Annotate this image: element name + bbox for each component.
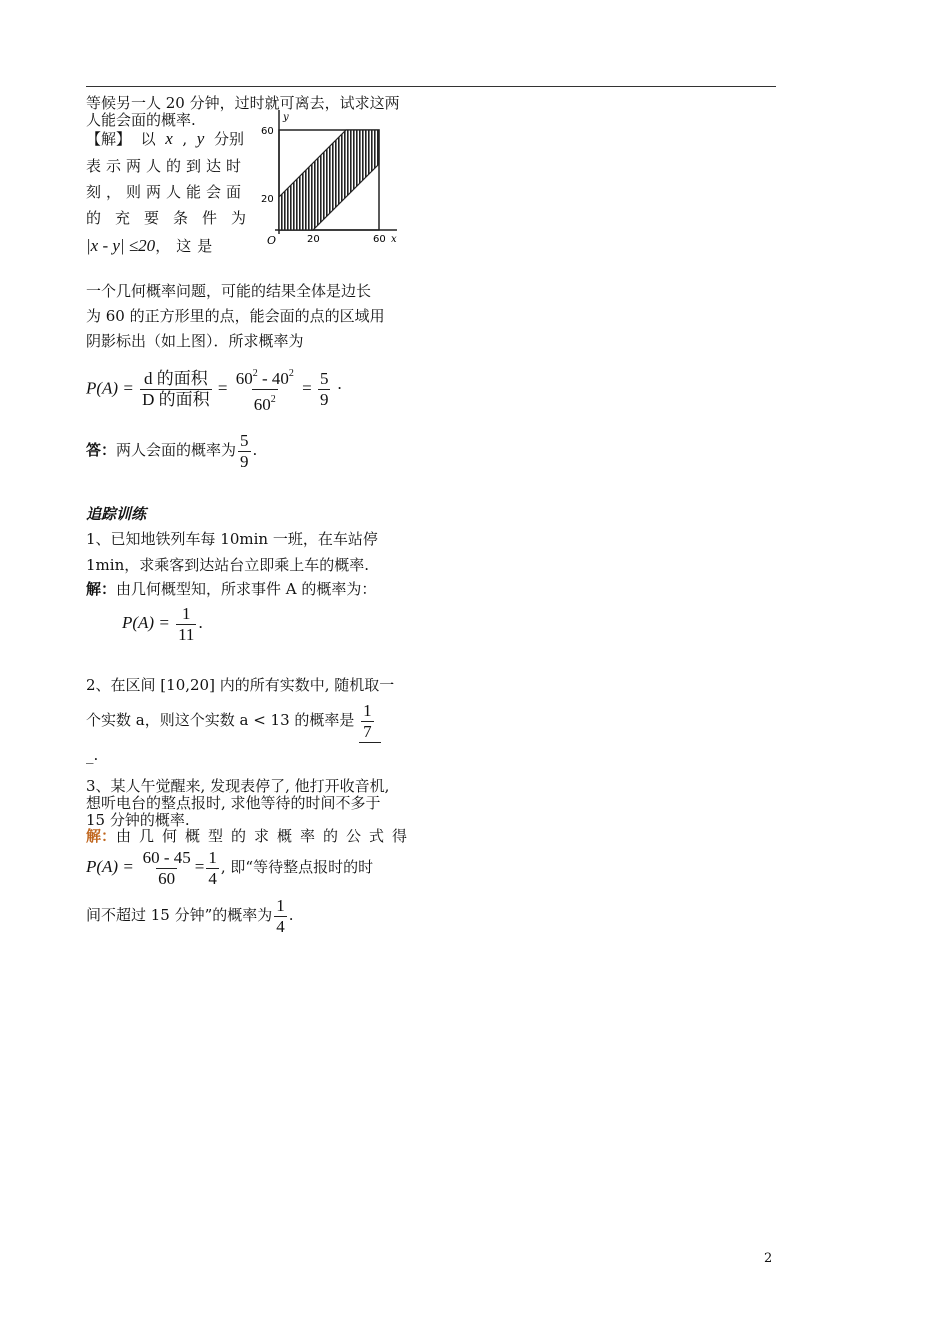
- fraction-squares: $\frac{60^2 - 40^2}{60^2}$: [235, 368, 294, 414]
- condition-formula: |x - y| ≤20: [86, 236, 156, 255]
- solution-line-8: 阴影标出（如上图）．所求概率为: [86, 332, 304, 350]
- solution-label: 【解】: [86, 130, 132, 148]
- practice-title: 追踪训练: [86, 505, 147, 523]
- origin-label: O: [267, 234, 277, 246]
- q2-answer-blank: $\frac{1}{7}$: [359, 698, 381, 743]
- x-axis-label: x: [391, 234, 397, 245]
- q2-line-3: _.: [86, 746, 99, 764]
- q2-line-1: 2、在区间 [10,20] 内的所有实数中, 随机取一: [86, 676, 395, 694]
- answer-label: 答：: [86, 441, 117, 459]
- probability-formula: P(A) = $\frac{\text{d 的面积}}{\text{D 的面积}}$ = $\frac{60^2 - 40^2}{60^2}$ = $\frac{5}{9}$ ·: [86, 364, 342, 415]
- solution-line-7: 为 60 的正方形里的点，能会面的点的区域用: [86, 307, 385, 325]
- y-label-20: 20: [261, 194, 274, 205]
- x-label-60: 60: [373, 234, 386, 245]
- q3-line-2: 想听电台的整点报时, 求他等待的时间不多于: [86, 794, 381, 812]
- shaded-region: [279, 130, 379, 230]
- fraction-result: $\frac{5}{9}$: [319, 369, 329, 409]
- solution-line-3: 刻，则两人能会面: [86, 183, 247, 201]
- q1-solution: 解：由几何概型知，所求事件 A 的概率为：: [86, 580, 377, 598]
- q1-line-1: 1、已知地铁列车每 10min 一班，在车站停: [86, 530, 378, 548]
- q3-final-line: 间不超过 15 分钟”的概率为 $\frac{1}{4}$ .: [86, 895, 294, 936]
- header-rule: [86, 86, 776, 87]
- q1-formula: P(A) = $\frac{1}{11}$ .: [122, 603, 203, 644]
- q1-line-2: 1min，求乘客到达站台立即乘上车的概率.: [86, 556, 369, 574]
- solution-line-2: 表示两人的到达时: [86, 157, 247, 175]
- y-label-60: 60: [261, 126, 274, 137]
- page-number: 2: [764, 1251, 773, 1266]
- solution-line-4: 的充要条件为: [86, 209, 261, 227]
- y-axis-label: y: [283, 112, 289, 123]
- problem-text-line-1: 等候另一人 20 分钟，过时就可离去，试求这两: [86, 94, 400, 112]
- q2-line-2: 个实数 a，则这个实数 a < 13 的概率是 $\frac{1}{7}$: [86, 698, 381, 743]
- solution-line-1: 【解】 以 x , y 分别: [86, 129, 244, 148]
- answer-line: 答：两人会面的概率为 $\frac{5}{9}$ .: [86, 430, 258, 471]
- q3-line-4: 解：由几何概型的求概率的公式得: [86, 827, 416, 845]
- problem-text-line-2: 人能会面的概率.: [86, 111, 196, 129]
- solution-line-5: |x - y| ≤20，这是: [86, 236, 219, 255]
- solution-line-6: 一个几何概率问题，可能的结果全体是边长: [86, 282, 372, 300]
- q3-line-3: 15 分钟的概率.: [86, 811, 190, 829]
- q3-line-1: 3、某人午觉醒来, 发现表停了, 他打开收音机,: [86, 777, 390, 795]
- probability-region-figure: [257, 108, 407, 246]
- x-label-20: 20: [307, 234, 320, 245]
- q3-formula-line: P(A) = $\frac{60 - 45}{60}$ = $\frac{1}{4}$ , 即“等待整点报时的时: [86, 847, 374, 888]
- fraction-area: $\frac{\text{d 的面积}}{\text{D 的面积}}$: [142, 369, 210, 409]
